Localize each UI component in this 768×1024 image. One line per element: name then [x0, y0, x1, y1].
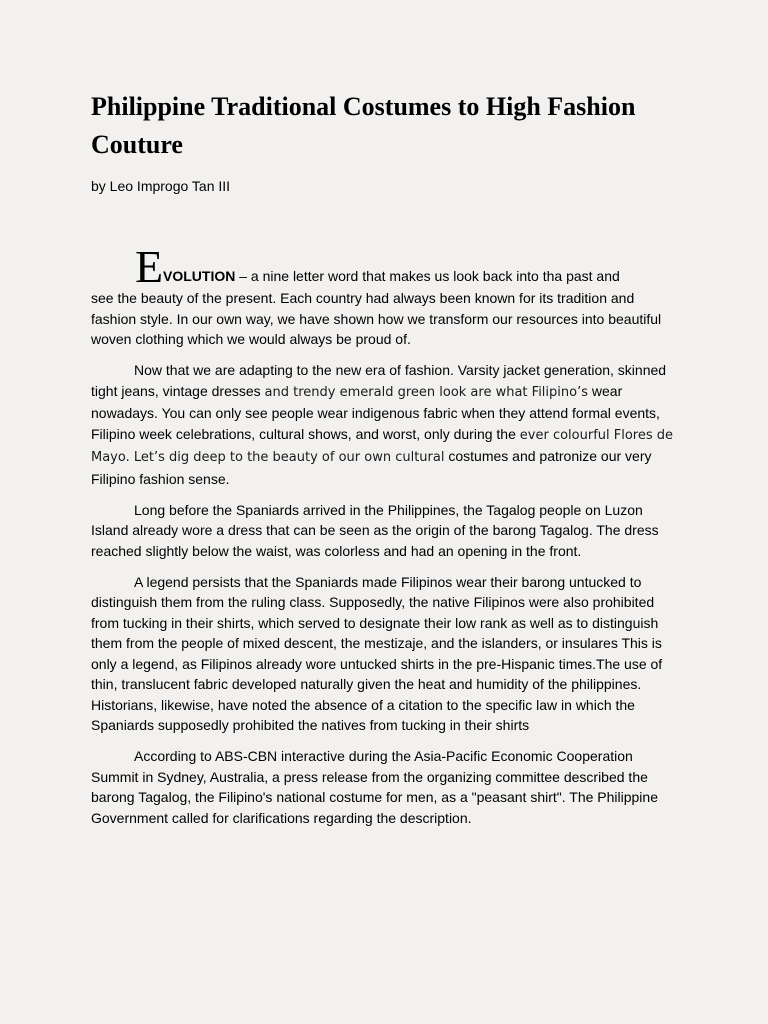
opening-paragraph — [91, 241, 683, 350]
paragraph-5: According to ABS-CBN interactive during the Asia-Pacific Economic Cooperation Summit in Sydney, Australia, a press release from the organizing committee described the barong Tagalog, the Filipino's national costume for men, as a "peasant shirt". The Philippine Government called for clarifications regarding the description. — [91, 748, 658, 826]
author-byline: by Leo Improgo Tan III — [91, 178, 231, 194]
paragraph-1-continuation: see the beauty of the present. Each country had always been known for its tradition and fashion style. In our own way, we have shown how we transform our resources into beautiful woven clothing which we would always be proud of. — [91, 290, 662, 347]
drop-cap: E — [135, 241, 164, 292]
paragraph-4: A legend persists that the Spaniards made Filipinos wear their barong untucked to distinguish them from the ruling class. Supposedly, the native Filipinos were also prohibited from tucking in their shirts, which served to designate their low rank as well as to distinguish them from the people of mixed descent, the mestizaje, and the islanders, or insulares This is only a legend, as Filipinos already wore untucked shirts in the pre-Hispanic times.The use of thin, translucent fabric developed naturally given the heat and humidity of the philippines. Historians, likewise, have noted the absence of a citation to the specific law in which the Spaniards supposedly prohibited the natives from tucking in their shirts — [91, 573, 663, 733]
lead-text: – a nine letter word that makes us look back into tha past and — [235, 268, 620, 284]
lead-word: VOLUTION — [163, 268, 236, 284]
paragraph-3: Long before the Spaniards arrived in the Philippines, the Tagalog people on Luzon Island already wore a dress that can be seen as the origin of the barong Tagalog. The dress reached slightly below the waist, was colorless and had an opening in the front. — [91, 501, 659, 559]
article-body — [91, 241, 683, 839]
document-title: Philippine Traditional Costumes to High Fashion Couture — [91, 92, 636, 159]
paragraph-2: Now that we are adapting to the new era of fashion. Varsity jacket generation, skinned tight jeans, vintage dresses and trendy emerald green look are what Filipino’s wear nowadays. You can only see people wear indigenous fabric when they attend formal events, Filipino week celebrations, cultural shows, and worst, only during the ever colourful Flores de Mayo. Let’s dig deep to the beauty of our own cultural costumes and patronize our very Filipino fashion sense. — [91, 362, 674, 487]
